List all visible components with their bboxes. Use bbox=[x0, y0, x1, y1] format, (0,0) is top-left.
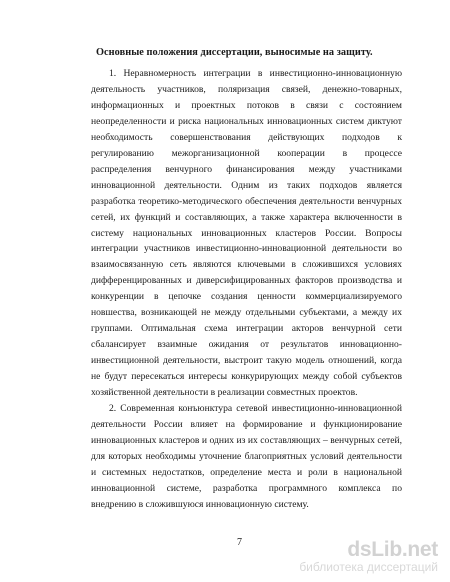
page-number: 7 bbox=[237, 537, 242, 548]
watermark-logo: dsLib.net bbox=[347, 538, 438, 561]
body-text bbox=[91, 66, 402, 513]
paragraph-2: 2. Современная конъюнктура сетевой инвестиционно-инновационной деятельности России влияет на формирование и функционирование инновационных кластеров и одних из их составляющих – венчурных сетей, для которых необходимы уточнение благоприятных условий деятельности и системных недостатков, определение места и роли в национальной инновационной системе, разработка программного комплекса по внедрению в сложившуюся инновационную систему. bbox=[91, 403, 402, 510]
watermark bbox=[299, 539, 438, 574]
paragraph-1: 1. Неравномерность интеграции в инвестиционно-инновационную деятельность участников, поляризация связей, денежно-товарных, информационных и проектных потоков в связи с состоянием неопределенности и риска национальных инновационных систем диктуют необходимость совершенствования действующих подходов к регулированию межорганизационной кооперации в процессе распределения венчурного финансирования между участниками инновационной деятельности. Одним из таких подходов является разработка теоретико-методического обеспечения деятельности венчурных сетей, их функций и составляющих, а также характера включенности в систему национальных инновационных кластеров России. Вопросы интеграции участников инвестиционно-инновационной деятельности во взаимосвязанную сеть являются ключевыми в сложившихся условиях дифференцированных и диверсифицированных факторов производства и конкуренции в цепочке создания ценности коммерциализируемого новшества, возникающей не между отдельными субъектами, а между их группами. Оптимальная схема интеграции акторов венчурной сети сбалансирует взаимные ожидания от результатов инновационно-инвестиционной деятельности, выстроит такую модель отношений, когда не будут пересекаться интересы конкурирующих между собой субъектов хозяйственной деятельности в реализации совместных проектов. bbox=[91, 68, 402, 399]
section-heading: Основные положения диссертации, выносимые на защиту. bbox=[96, 47, 373, 58]
watermark-caption: библиотека диссертаций bbox=[299, 560, 438, 574]
